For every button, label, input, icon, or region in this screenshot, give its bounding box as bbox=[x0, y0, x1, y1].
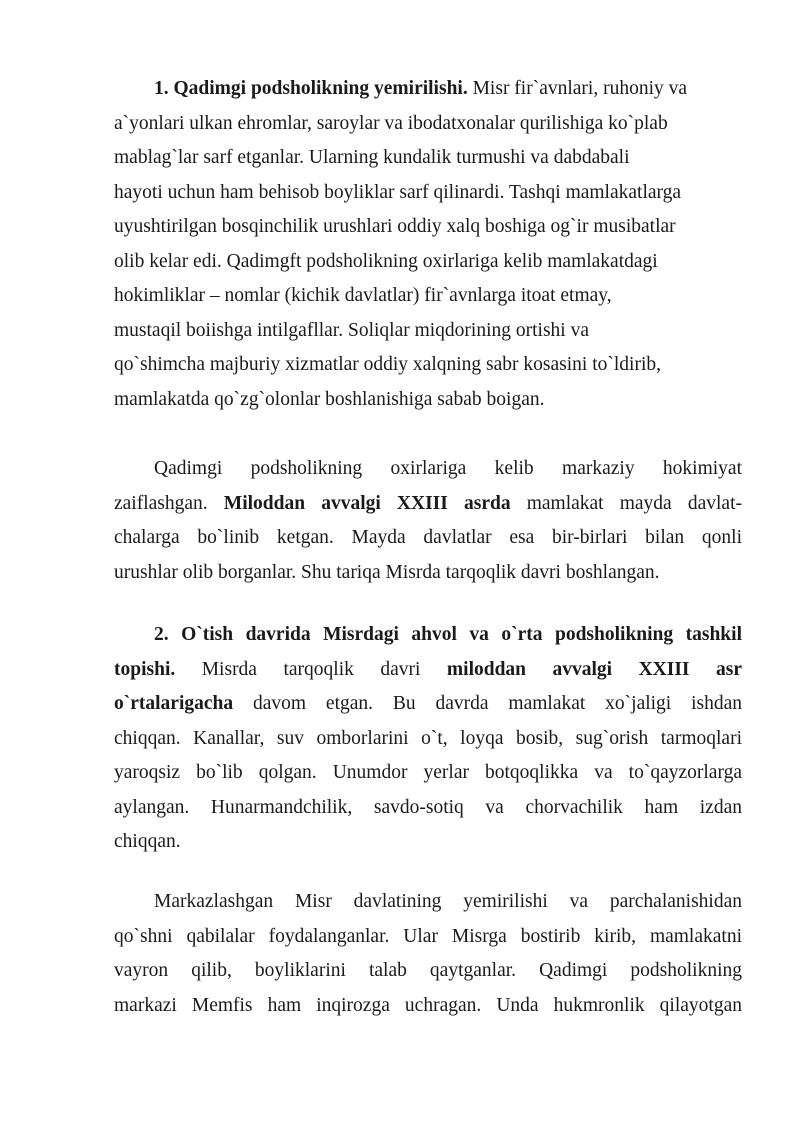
text-line bbox=[114, 72, 742, 107]
text-line bbox=[114, 210, 742, 245]
bold-text-run: miloddan avvalgi XXIII asr bbox=[446, 658, 742, 680]
paragraph-memphis-crisis bbox=[114, 885, 742, 1023]
bold-text-run: 1. Qadimgi podsholikning yemirilishi. bbox=[154, 78, 468, 99]
text-line bbox=[114, 107, 742, 142]
text-line bbox=[114, 825, 742, 860]
text-line bbox=[114, 452, 742, 487]
text-line bbox=[114, 383, 742, 418]
text-line bbox=[114, 521, 742, 556]
text-run: Misrda tarqoqlik davri bbox=[175, 658, 447, 680]
text-line bbox=[114, 989, 742, 1024]
bold-text-run: 2. O`tish davrida Misrdagi ahvol va o`rta podsholikning tashkil bbox=[154, 624, 742, 645]
text-line bbox=[114, 722, 742, 757]
text-line bbox=[114, 348, 742, 383]
text-run: mamlakat mayda davlat- bbox=[510, 492, 742, 514]
text-run: mustaqil boiishga intilgafllar. Soliqlar miqdorining ortishi va bbox=[114, 319, 589, 341]
text-run: chiqqan. bbox=[114, 831, 181, 852]
text-line bbox=[114, 885, 742, 920]
text-line bbox=[114, 653, 742, 688]
text-line bbox=[114, 687, 742, 722]
bold-text-run: Miloddan avvalgi XXIII asrda bbox=[223, 492, 511, 514]
text-run: mablag`lar sarf etganlar. Ularning kundalik turmushi va dabdabali bbox=[114, 147, 630, 168]
text-line bbox=[114, 279, 742, 314]
text-run: mamlakatda qo`zg`olonlar boshlanishiga sabab boigan. bbox=[114, 388, 545, 410]
text-run: uyushtirilgan bosqinchilik urushlari oddiy xalq boshiga og`ir musibatlar bbox=[114, 216, 676, 237]
text-run: yaroqsiz bo`lib qolgan. Unumdor yerlar botqoqlikka va to`qayzorlarga bbox=[114, 762, 742, 783]
text-line bbox=[114, 954, 742, 989]
text-run: qo`shni qabilalar foydalanganlar. Ular Misrga bostirib kirib, mamlakatni bbox=[114, 925, 742, 947]
text-run: hokimliklar – nomlar (kichik davlatlar) fir`avnlarga itoat etmay, bbox=[114, 285, 612, 306]
text-line bbox=[114, 556, 742, 591]
text-run: aylangan. Hunarmandchilik, savdo-sotiq va chorvachilik ham izdan bbox=[114, 796, 742, 818]
text-run: hayoti uchun ham behisob boyliklar sarf qilinardi. Tashqi mamlakatlarga bbox=[114, 181, 682, 203]
text-run: chiqqan. Kanallar, suv omborlarini o`t, loyqa bosib, sug`orish tarmoqlari bbox=[114, 727, 742, 749]
text-run: zaiflashgan. bbox=[114, 492, 224, 514]
text-line bbox=[114, 618, 742, 653]
text-run: qo`shimcha majburiy xizmatlar oddiy xalqning sabr kosasini to`ldirib, bbox=[114, 354, 661, 375]
text-run: Misr fir`avnlari, ruhoniy va bbox=[467, 78, 688, 99]
text-line bbox=[114, 245, 742, 280]
text-line bbox=[114, 791, 742, 826]
text-run: davom etgan. Bu davrda mamlakat xo`jaligi ishdan bbox=[233, 693, 742, 714]
paragraph-old-kingdom-decline bbox=[114, 72, 742, 417]
text-line bbox=[114, 176, 742, 211]
text-line bbox=[114, 314, 742, 349]
text-line bbox=[114, 756, 742, 791]
text-line bbox=[114, 487, 742, 522]
text-run: olib kelar edi. Qadimgft podsholikning oxirlariga kelib mamlakatdagi bbox=[114, 250, 658, 272]
paragraph-fragmentation bbox=[114, 452, 742, 590]
text-run: vayron qilib, boyliklarini talab qaytganlar. Qadimgi podsholikning bbox=[114, 960, 742, 981]
text-run: urushlar olib borganlar. Shu tariqa Misrda tarqoqlik davri boshlangan. bbox=[114, 561, 660, 583]
bold-text-run: topishi. bbox=[114, 658, 176, 680]
text-run: a`yonlari ulkan ehromlar, saroylar va ibodatxonalar qurilishiga ko`plab bbox=[114, 112, 668, 134]
text-line bbox=[114, 141, 742, 176]
text-run: Qadimgi podsholikning oxirlariga kelib markaziy hokimiyat bbox=[154, 458, 742, 479]
text-run: markazi Memfis ham inqirozga uchragan. Unda hukmronlik qilayotgan bbox=[114, 994, 742, 1016]
text-run: chalarga bo`linib ketgan. Mayda davlatlar esa bir-birlari bilan qonli bbox=[114, 527, 742, 548]
bold-text-run: o`rtalarigacha bbox=[114, 693, 234, 714]
text-run: Markazlashgan Misr davlatining yemirilishi va parchalanishidan bbox=[154, 891, 742, 912]
paragraph-transition-period bbox=[114, 618, 742, 860]
text-line bbox=[114, 920, 742, 955]
